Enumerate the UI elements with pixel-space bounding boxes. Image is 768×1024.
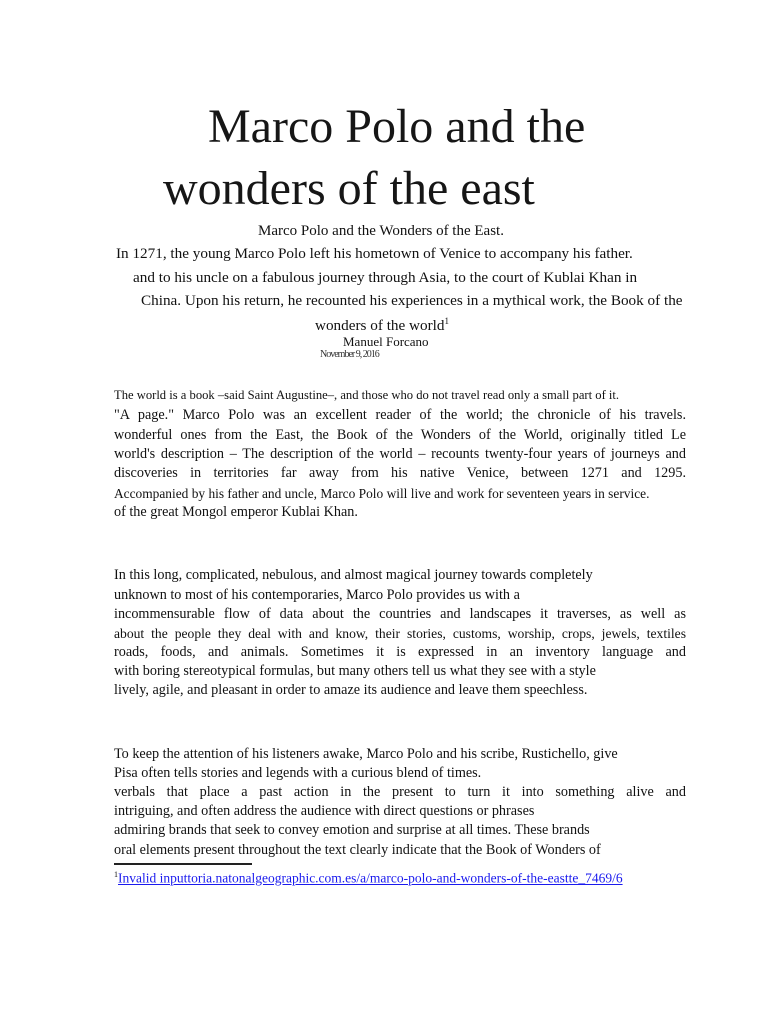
p1-line-4: world's description – The description of the world – recounts twenty-four years of journeys and xyxy=(114,446,686,462)
p1-line-1: The world is a book –said Saint Augustine–, and those who do not travel read only a small part of it. xyxy=(114,388,620,402)
p2-line-3: incommensurable flow of data about the countries and landscapes it traverses, as well as xyxy=(114,606,686,622)
footnote-link[interactable]: Invalid inputtoria.natonalgeographic.com.es/a/marco-polo-and-wonders-of-the-eastte_7469/6 xyxy=(118,870,623,886)
footnote-number: 1 xyxy=(114,870,118,879)
p1-line-3: wonderful ones from the East, the Book of the Wonders of the World, originally titled Le xyxy=(114,427,686,443)
intro-line-2: and to his uncle on a fabulous journey through Asia, to the court of Kublai Khan in xyxy=(133,269,638,286)
footnote-reference: 1 xyxy=(444,315,449,326)
footnote xyxy=(114,870,623,887)
p3-line-5: admiring brands that seek to convey emotion and surprise at all times. These brands xyxy=(114,822,590,838)
p2-line-5: roads, foods, and animals. Sometimes it is expressed in an inventory language and xyxy=(114,644,686,660)
intro-line-1: In 1271, the young Marco Polo left his hometown of Venice to accompany his father. xyxy=(116,245,633,262)
p1-line-5: discoveries in territories far away from his native Venice, between 1271 and 1295. xyxy=(114,465,686,481)
p1-line-7: of the great Mongol emperor Kublai Khan. xyxy=(114,504,358,520)
p1-line-6: Accompanied by his father and uncle, Marco Polo will live and work for seventeen years in service. xyxy=(114,486,650,501)
p1-line-2: "A page." Marco Polo was an excellent reader of the world; the chronicle of his travels. xyxy=(114,407,686,423)
p2-line-1: In this long, complicated, nebulous, and almost magical journey towards completely xyxy=(114,567,593,583)
p3-line-6: oral elements present throughout the text clearly indicate that the Book of Wonders of xyxy=(114,842,601,858)
footnote-separator xyxy=(114,863,252,865)
p3-line-2: Pisa often tells stories and legends with a curious blend of times. xyxy=(114,765,482,781)
author: Manuel Forcano xyxy=(343,334,429,349)
intro-line-3: China. Upon his return, he recounted his experiences in a mythical work, the Book of the xyxy=(141,292,683,309)
p2-line-6: with boring stereotypical formulas, but many others tell us what they see with a style xyxy=(114,663,596,679)
title-line-2: wonders of the east xyxy=(163,162,535,215)
p3-line-1: To keep the attention of his listeners awake, Marco Polo and his scribe, Rustichello, give xyxy=(114,746,618,762)
p3-line-3: verbals that place a past action in the present to turn it into something alive and xyxy=(114,784,686,800)
subtitle: Marco Polo and the Wonders of the East. xyxy=(258,223,504,239)
p2-line-4: about the people they deal with and know, their stories, customs, worship, crops, jewels, textiles xyxy=(114,626,686,641)
intro-line-4-text: wonders of the world xyxy=(315,317,445,334)
date: November 9, 2016 xyxy=(320,349,379,360)
p2-line-2: unknown to most of his contemporaries, Marco Polo provides us with a xyxy=(114,587,520,603)
p3-line-4: intriguing, and often address the audience with direct questions or phrases xyxy=(114,803,535,819)
p2-line-7: lively, agile, and pleasant in order to amaze its audience and leave them speechless. xyxy=(114,682,588,698)
title-line-1: Marco Polo and the xyxy=(208,100,586,153)
